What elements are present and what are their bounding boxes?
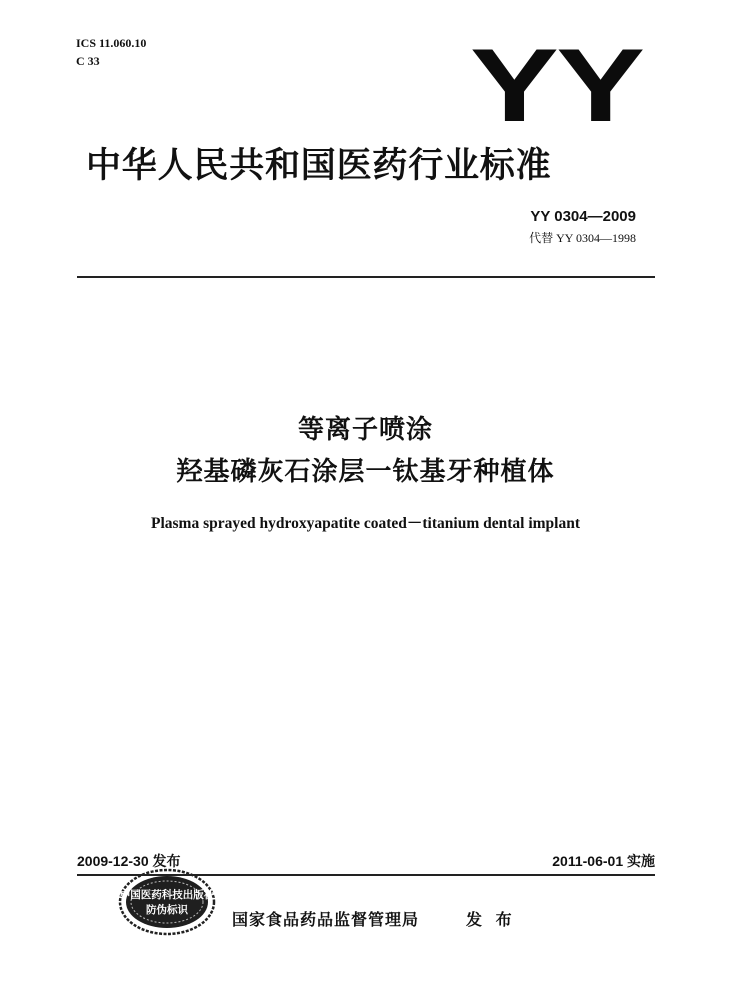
ccs-code: C 33: [76, 54, 100, 68]
title-cn-line1: 等离子喷涂: [297, 415, 433, 445]
standard-number: YY 0304—2009: [530, 208, 636, 225]
implement-date: 2011-06-01 实施: [552, 853, 655, 869]
title-cn-line2: 羟基磷灰石涂层一钛基牙种植体: [176, 457, 555, 487]
standard-category-title: 中华人民共和国医药行业标准: [86, 146, 552, 186]
ics-code: ICS 11.060.10: [76, 36, 147, 50]
publish-date: 2009-12-30 发布: [77, 853, 181, 869]
issue-label: 发 布: [466, 910, 512, 929]
header-divider: [77, 276, 655, 278]
issuing-authority: 国家食品药品监督管理局: [232, 910, 420, 929]
title-en: Plasma sprayed hydroxyapatite coated－titanium dental implant: [151, 515, 580, 532]
classification-codes: [76, 34, 146, 70]
replaces-note: 代替 YY 0304—1998: [529, 231, 636, 245]
svg-text:中国医药科技出版社: 中国医药科技出版社: [119, 889, 215, 901]
yy-logo: YY: [470, 28, 643, 144]
svg-text:防伪标识: 防伪标识: [146, 904, 188, 916]
anti-counterfeit-seal: [118, 868, 216, 936]
